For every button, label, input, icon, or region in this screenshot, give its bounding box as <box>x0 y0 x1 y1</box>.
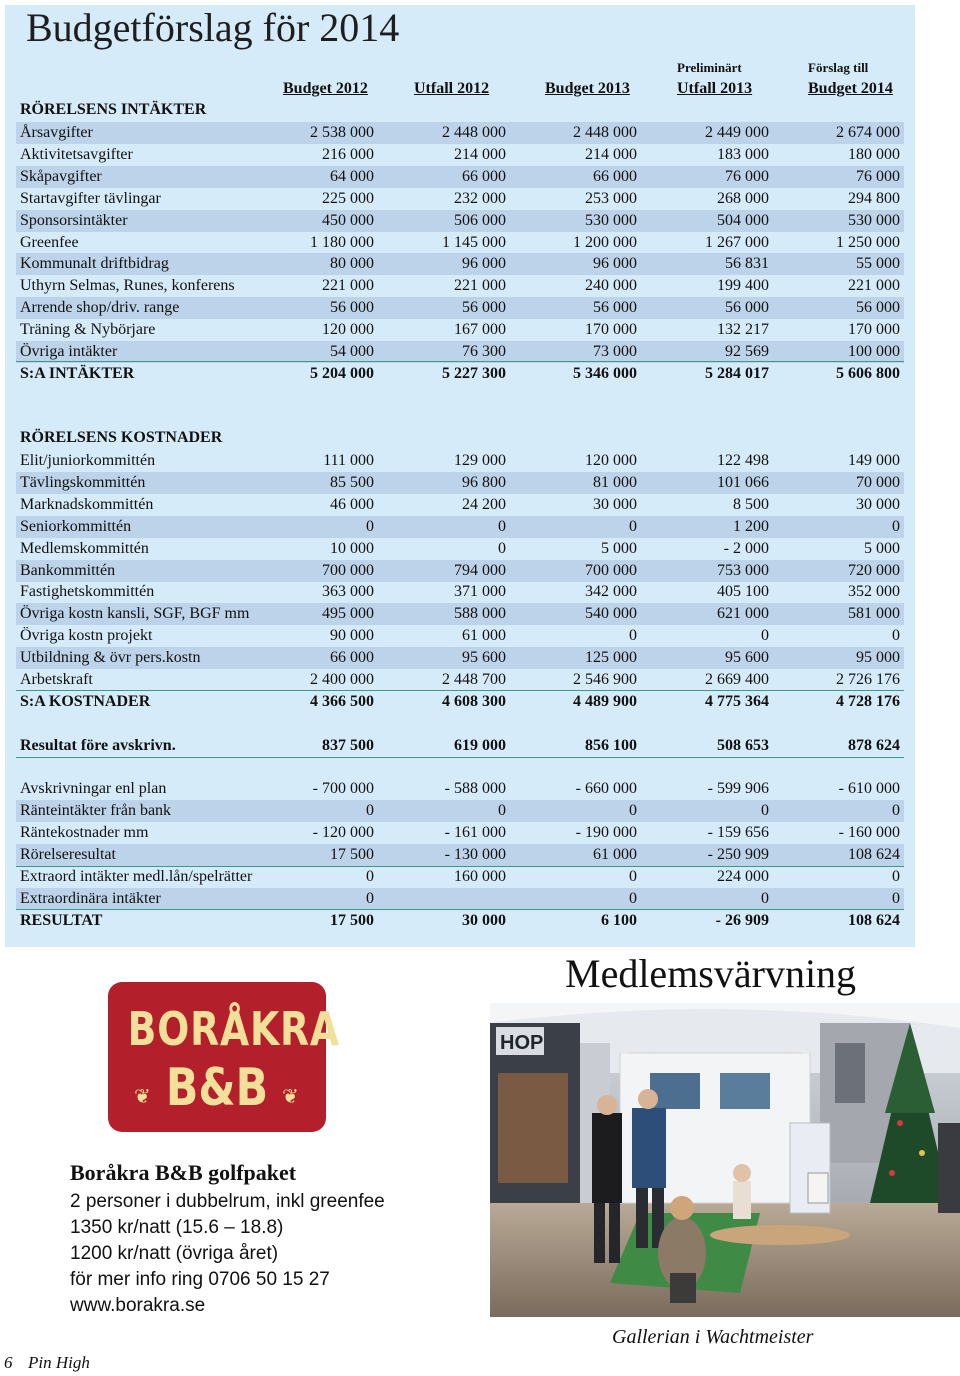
row-value: 4 775 364 <box>705 693 769 710</box>
row-value: 199 400 <box>717 277 769 295</box>
row-label: Övriga intäkter <box>20 343 118 360</box>
row-value: 2 726 176 <box>836 671 900 688</box>
row-value: 100 000 <box>848 343 900 360</box>
row-value: 0 <box>498 539 506 557</box>
table-row <box>16 778 904 800</box>
row-value: 0 <box>629 801 637 819</box>
row-value: 30 000 <box>856 495 900 513</box>
header-proposal-note: Förslag till <box>808 60 869 75</box>
row-value: 232 000 <box>454 189 506 207</box>
row-value: 129 000 <box>454 452 506 469</box>
row-value: 5 227 300 <box>442 365 506 382</box>
row-label: Utbildning & övr pers.kostn <box>20 649 201 667</box>
row-value: - 700 000 <box>312 780 374 797</box>
table-row <box>16 319 904 341</box>
table-row <box>16 210 904 232</box>
row-value: - 160 000 <box>838 823 900 841</box>
row-value: - 660 000 <box>575 780 637 797</box>
row-value: - 26 909 <box>715 912 769 929</box>
row-value: 508 653 <box>717 737 769 754</box>
row-value: 66 000 <box>593 167 637 185</box>
ad-line: 1200 kr/natt (övriga året) <box>70 1243 279 1264</box>
row-label: Aktivitetsavgifter <box>20 145 133 163</box>
row-value: 56 000 <box>462 299 506 317</box>
row-value: 80 000 <box>330 255 374 273</box>
row-value: - 120 000 <box>312 823 374 841</box>
borakra-logo <box>108 982 340 1132</box>
row-value: 1 267 000 <box>705 233 769 251</box>
row-value: - 190 000 <box>575 823 637 841</box>
row-value: 70 000 <box>856 473 900 491</box>
row-value: 1 250 000 <box>836 233 900 251</box>
row-value: 240 000 <box>585 277 637 295</box>
row-value: 170 000 <box>585 321 637 339</box>
row-label: Sponsorsintäkter <box>20 211 128 229</box>
row-value: 700 000 <box>322 561 374 579</box>
row-value: 24 200 <box>462 495 506 513</box>
col-header-budget-2014: Budget 2014 <box>808 80 893 97</box>
row-value: 0 <box>892 867 900 885</box>
row-label: Övriga kostn kansli, SGF, BGF mm <box>20 605 250 623</box>
row-value: 96 000 <box>462 255 506 273</box>
table-row <box>16 647 904 669</box>
row-value: 342 000 <box>585 583 637 601</box>
row-value: 167 000 <box>454 321 506 339</box>
row-value: - 2 000 <box>723 539 769 557</box>
table-row <box>16 581 904 603</box>
row-value: 132 217 <box>717 321 769 339</box>
row-value: 753 000 <box>717 561 769 579</box>
row-value: 720 000 <box>848 561 900 579</box>
row-value: 214 000 <box>454 145 506 163</box>
row-value: 224 000 <box>717 867 769 885</box>
income-divider <box>16 361 904 362</box>
row-value: 253 000 <box>585 189 637 207</box>
row-value: 225 000 <box>322 189 374 207</box>
recruitment-photo <box>490 1003 960 1317</box>
row-label: Marknadskommittén <box>20 495 154 513</box>
row-value: 108 624 <box>848 845 900 863</box>
recruitment-heading: Medlemsvärvning <box>565 951 857 996</box>
row-value: 0 <box>366 517 374 535</box>
row-value: 878 624 <box>848 737 900 754</box>
photo-caption: Gallerian i Wachtmeister <box>612 1326 814 1348</box>
row-value: 101 066 <box>717 473 769 491</box>
row-label: Träning & Nybörjare <box>20 321 156 339</box>
row-value: 619 000 <box>454 737 506 754</box>
row-label: Årsavgifter <box>20 124 93 141</box>
row-value: 4 489 900 <box>573 693 637 710</box>
row-value: 856 100 <box>585 737 637 754</box>
row-value: 1 200 <box>733 517 769 535</box>
row-label: Fastighetskommittén <box>20 583 155 601</box>
row-label: Kommunalt driftbidrag <box>20 255 169 273</box>
table-row <box>16 844 904 867</box>
table-row <box>16 560 904 582</box>
ad-line: 2 personer i dubbelrum, inkl greenfee <box>70 1191 385 1212</box>
table-row <box>16 603 904 625</box>
magazine-name: Pin High <box>28 1353 90 1372</box>
row-value: 46 000 <box>330 495 374 513</box>
row-label: Skåpavgifter <box>20 167 102 185</box>
row-value: 1 145 000 <box>442 233 506 251</box>
row-value: 794 000 <box>454 561 506 579</box>
row-label: Räntekostnader mm <box>20 823 149 841</box>
row-value: 5 346 000 <box>573 365 637 382</box>
row-value: 506 000 <box>454 211 506 229</box>
costs-heading: RÖRELSENS KOSTNADER <box>20 429 223 446</box>
row-value: 221 000 <box>454 277 506 295</box>
table-row <box>16 800 904 822</box>
row-value: 216 000 <box>322 145 374 163</box>
row-label: Medlemskommittén <box>20 539 149 557</box>
photo-shop-sign: HOP <box>500 1032 544 1054</box>
row-value: - 161 000 <box>444 823 506 841</box>
row-value: 5 204 000 <box>310 365 374 382</box>
page-title: Budgetförslag för 2014 <box>26 5 400 50</box>
row-value: 76 300 <box>462 343 506 360</box>
income-heading: RÖRELSENS INTÄKTER <box>20 101 207 118</box>
table-row <box>16 166 904 188</box>
row-value: 588 000 <box>454 605 506 623</box>
row-value: 2 669 400 <box>705 671 769 688</box>
row-value: 268 000 <box>717 189 769 207</box>
ad-title: Boråkra B&B golfpaket <box>70 1160 297 1185</box>
row-value: 2 448 700 <box>442 671 506 688</box>
row-value: 95 600 <box>462 649 506 667</box>
row-value: 2 674 000 <box>836 124 900 141</box>
row-label: Greenfee <box>20 233 79 251</box>
row-value: 1 200 000 <box>573 233 637 251</box>
row-label: Bankommittén <box>20 561 116 579</box>
row-value: 66 000 <box>330 649 374 667</box>
row-value: 149 000 <box>848 452 900 469</box>
row-value: 81 000 <box>593 473 637 491</box>
row-value: 120 000 <box>585 452 637 469</box>
row-value: 0 <box>629 889 637 907</box>
table-row <box>16 822 904 844</box>
row-value: 6 100 <box>601 912 637 929</box>
row-value: 8 500 <box>733 495 769 513</box>
row-value: 2 449 000 <box>705 124 769 141</box>
row-value: 0 <box>892 801 900 819</box>
row-value: 76 000 <box>725 167 769 185</box>
table-row <box>16 472 904 494</box>
table-row <box>16 888 904 910</box>
row-label: Tävlingskommittén <box>20 473 146 491</box>
row-value: 495 000 <box>322 605 374 623</box>
row-label: Extraord intäkter medl.lån/spelrätter <box>20 867 253 885</box>
row-label: Startavgifter tävlingar <box>20 189 161 207</box>
row-value: 96 800 <box>462 473 506 491</box>
row-value: 120 000 <box>322 321 374 339</box>
row-value: 2 538 000 <box>310 124 374 141</box>
row-value: 55 000 <box>856 255 900 273</box>
row-value: 530 000 <box>848 211 900 229</box>
page-number: 6 <box>4 1353 13 1372</box>
row-value: 1 180 000 <box>310 233 374 251</box>
col-header-budget-2012: Budget 2012 <box>283 80 368 97</box>
row-value: 363 000 <box>322 583 374 601</box>
row-value: 180 000 <box>848 145 900 163</box>
row-value: 10 000 <box>330 539 374 557</box>
logo-text-bb: B&B <box>165 1058 269 1118</box>
table-row <box>16 188 904 210</box>
row-value: 5 606 800 <box>836 365 900 382</box>
table-row <box>16 450 904 472</box>
result-divider <box>16 909 904 910</box>
row-value: 95 000 <box>856 649 900 667</box>
row-value: 0 <box>892 889 900 907</box>
row-value: 85 500 <box>330 473 374 491</box>
row-value: 221 000 <box>322 277 374 295</box>
row-value: 2 448 000 <box>442 124 506 141</box>
costs-divider <box>16 690 904 691</box>
row-value: 160 000 <box>454 867 506 885</box>
row-value: - 610 000 <box>838 780 900 797</box>
row-label: Elit/juniorkommittén <box>20 452 156 469</box>
table-row <box>16 494 904 516</box>
row-value: 2 400 000 <box>310 671 374 688</box>
row-value: 4 366 500 <box>310 693 374 710</box>
row-value: 0 <box>761 627 769 645</box>
row-label: Rörelseresultat <box>20 845 116 863</box>
row-value: 450 000 <box>322 211 374 229</box>
table-row <box>16 122 904 144</box>
row-value: 61 000 <box>462 627 506 645</box>
row-value: 0 <box>498 517 506 535</box>
ad-website-link[interactable]: www.borakra.se <box>70 1295 206 1316</box>
row-value: 5 000 <box>601 539 637 557</box>
logo-text-borakra: BORÅKRA <box>127 1002 340 1056</box>
result-total-row <box>16 910 904 932</box>
row-value: 0 <box>892 627 900 645</box>
row-value: - 250 909 <box>707 845 769 863</box>
row-value: 56 000 <box>330 299 374 317</box>
row-label: RESULTAT <box>20 912 103 929</box>
income-total-row <box>16 363 904 385</box>
row-label: Övriga kostn projekt <box>20 627 153 645</box>
row-value: 56 000 <box>593 299 637 317</box>
table-row <box>16 538 904 560</box>
row-value: 183 000 <box>717 145 769 163</box>
col-header-outcome-2013: Utfall 2013 <box>677 80 753 97</box>
row-label: Arbetskraft <box>20 671 93 688</box>
row-value: 352 000 <box>848 583 900 601</box>
table-row <box>16 866 904 888</box>
row-label: Resultat före avskrivn. <box>20 737 176 754</box>
row-value: 30 000 <box>593 495 637 513</box>
row-value: 581 000 <box>848 605 900 623</box>
row-value: 0 <box>629 517 637 535</box>
table-row <box>16 669 904 691</box>
row-value: 73 000 <box>593 343 637 360</box>
row-value: 0 <box>498 801 506 819</box>
row-value: 837 500 <box>322 737 374 754</box>
row-label: S:A KOSTNADER <box>20 693 151 710</box>
row-value: 54 000 <box>330 343 374 360</box>
row-value: 0 <box>629 867 637 885</box>
row-value: 30 000 <box>462 912 506 929</box>
row-value: 405 100 <box>717 583 769 601</box>
row-value: 294 800 <box>848 189 900 207</box>
ad-line: 1350 kr/natt (15.6 – 18.8) <box>70 1217 284 1238</box>
row-value: 4 728 176 <box>836 693 900 710</box>
row-value: 5 000 <box>864 539 900 557</box>
row-value: 76 000 <box>856 167 900 185</box>
row-label: Avskrivningar enl plan <box>20 780 167 797</box>
table-row <box>16 341 904 363</box>
row-value: 56 000 <box>725 299 769 317</box>
row-value: 540 000 <box>585 605 637 623</box>
row-value: 92 569 <box>725 343 769 360</box>
row-label: S:A INTÄKTER <box>20 365 135 382</box>
row-value: 530 000 <box>585 211 637 229</box>
row-value: 0 <box>366 867 374 885</box>
row-value: 66 000 <box>462 167 506 185</box>
table-row <box>16 297 904 319</box>
row-value: 17 500 <box>330 912 374 929</box>
result-before-row <box>16 735 904 758</box>
row-label: Seniorkommittén <box>20 517 132 535</box>
row-value: - 599 906 <box>707 780 769 797</box>
row-value: 2 546 900 <box>573 671 637 688</box>
row-value: 17 500 <box>330 845 374 863</box>
row-value: 0 <box>366 889 374 907</box>
logo-ornament-left-icon: ❦ <box>134 1086 151 1108</box>
row-value: 0 <box>892 517 900 535</box>
row-label: Extraordinära intäkter <box>20 889 161 907</box>
row-value: 504 000 <box>717 211 769 229</box>
row-value: 108 624 <box>848 912 900 929</box>
row-value: 0 <box>366 801 374 819</box>
row-value: 125 000 <box>585 649 637 667</box>
row-value: 221 000 <box>848 277 900 295</box>
row-value: 64 000 <box>330 167 374 185</box>
row-value: 170 000 <box>848 321 900 339</box>
row-value: 214 000 <box>585 145 637 163</box>
row-value: 90 000 <box>330 627 374 645</box>
row-value: - 130 000 <box>444 845 506 863</box>
row-label: Arrende shop/driv. range <box>20 299 180 317</box>
row-value: - 159 656 <box>707 823 769 841</box>
table-row <box>16 253 904 275</box>
row-value: - 588 000 <box>444 780 506 797</box>
col-header-outcome-2012: Utfall 2012 <box>414 80 490 97</box>
row-value: 0 <box>761 889 769 907</box>
row-value: 371 000 <box>454 583 506 601</box>
row-value: 56 831 <box>725 255 769 273</box>
row-value: 4 608 300 <box>442 693 506 710</box>
row-label: Uthyrn Selmas, Runes, konferens <box>20 277 235 295</box>
row-value: 95 600 <box>725 649 769 667</box>
row-value: 96 000 <box>593 255 637 273</box>
table-row <box>16 516 904 538</box>
row-value: 111 000 <box>323 452 374 469</box>
row-value: 0 <box>629 627 637 645</box>
row-value: 56 000 <box>856 299 900 317</box>
ad-line: för mer info ring 0706 50 15 27 <box>70 1269 330 1290</box>
table-row <box>16 232 904 254</box>
row-value: 5 284 017 <box>705 365 769 382</box>
col-header-budget-2013: Budget 2013 <box>545 80 630 97</box>
row-label: Ränteintäkter från bank <box>20 801 172 819</box>
table-row <box>16 144 904 166</box>
row-value: 621 000 <box>717 605 769 623</box>
table-row <box>16 625 904 647</box>
row-value: 700 000 <box>585 561 637 579</box>
row-value: 122 498 <box>717 452 769 469</box>
row-value: 61 000 <box>593 845 637 863</box>
costs-total-row <box>16 691 904 713</box>
header-preliminary-note: Preliminärt <box>677 60 742 75</box>
table-row <box>16 275 904 297</box>
logo-ornament-right-icon: ❦ <box>282 1086 299 1108</box>
row-value: 2 448 000 <box>573 124 637 141</box>
row-value: 0 <box>761 801 769 819</box>
